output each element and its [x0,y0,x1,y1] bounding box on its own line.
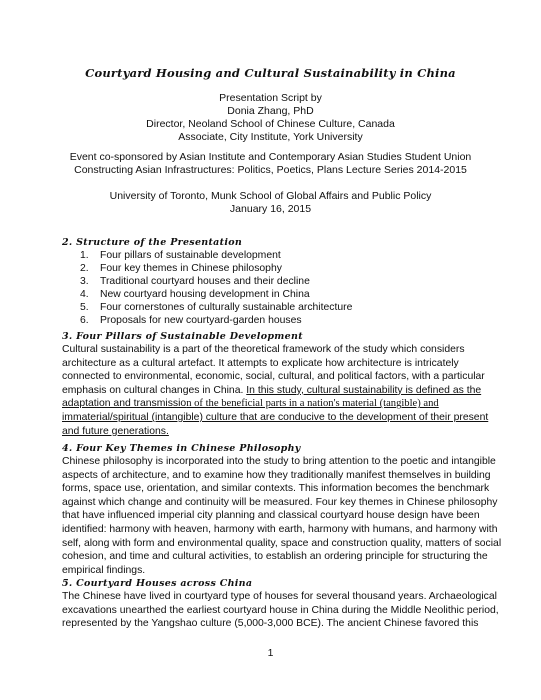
structure-list [62,249,482,327]
list-item: 6. Proposals for new courtyard-garden houses [80,315,302,326]
list-item: 2. Four key themes in Chinese philosophy [80,263,282,274]
author-affiliation: Director, Neoland School of Chinese Culture, Canada [146,118,395,130]
section-heading: 3. Four Pillars of Sustainable Development [62,331,303,342]
list-item: 1. Four pillars of sustainable development [80,250,281,261]
document-title: Courtyard Housing and Cultural Sustainability in China [85,66,456,80]
section-heading: 5. Courtyard Houses across China [62,578,253,589]
event-line: Constructing Asian Infrastructures: Politics, Poetics, Plans Lecture Series 2014-2015 [74,164,467,176]
venue-line: University of Toronto, Munk School of Global Affairs and Public Policy [109,190,432,202]
section-philosophy [62,443,502,577]
section-heading: 2. Structure of the Presentation [62,237,243,248]
underlined-definition: In this study, cultural sustainability is defined as the [246,384,482,396]
section-courtyard-houses [62,578,499,631]
list-item: 3. Traditional courtyard houses and their decline [80,276,310,287]
date-line: January 16, 2015 [229,203,312,215]
section-paragraph: Chinese philosophy is incorporated into the study to bring attention to the poetic and intangible aspects of architecture, and to examine how they traditionally manifest themselves in building forms, space use, orientation, and similar contexts. This information becomes the benchmark against which change and continuity will be measured. Four key themes in Chinese philosophy that have influenced imperial city planning and classical courtyard house design have been identified: harmony with heaven, harmony with earth, harmony with humans, and harmony with self, along with form and environmental quality, space and construction quality, matters of social cohesion, and time and cultural activities, to establish an ordering principle for structuring the empirical findings. [62,456,502,576]
byline-block [0,92,541,144]
list-item: 5. Four cornerstones of culturally sustainable architecture [80,302,353,313]
author-affiliation: Associate, City Institute, York University [178,131,363,143]
venue-block [0,190,541,216]
page-number: 1 [267,648,274,659]
section-paragraph: The Chinese have lived in courtyard type of houses for several thousand years. Archaeological excavations unearthed the earliest courtyard house in China during the Middle Neolithic period, represented by the Yangshao culture (5,000-3,000 BCE). The ancient Chinese favored this [62,591,499,630]
section-heading: 4. Four Key Themes in Chinese Philosophy [62,443,301,454]
author-name: Donia Zhang, PhD [227,105,314,117]
section-paragraph: Cultural sustainability is a part of the theoretical framework of the study which considers architecture as a cultural artefact. It attempts to explicate how architecture is intricately connected to environmental, economic, social, cultural, and political factors, with a particular emphasis on cultural changes in China. In this study, cultural sustainability is defined as the adaptation and transmission of the beneficial parts in a nation's material (tangible) and immaterial/spiritual (intangible) culture that are conducive to the development of their present and future generations. [62,344,489,437]
section-sustainability [62,331,489,438]
event-line: Event co-sponsored by Asian Institute and Contemporary Asian Studies Student Union [69,151,472,163]
section-structure [62,237,482,327]
byline-line: Presentation Script by [219,92,322,104]
list-item: 4. New courtyard housing development in China [80,289,310,300]
event-block [0,151,541,177]
